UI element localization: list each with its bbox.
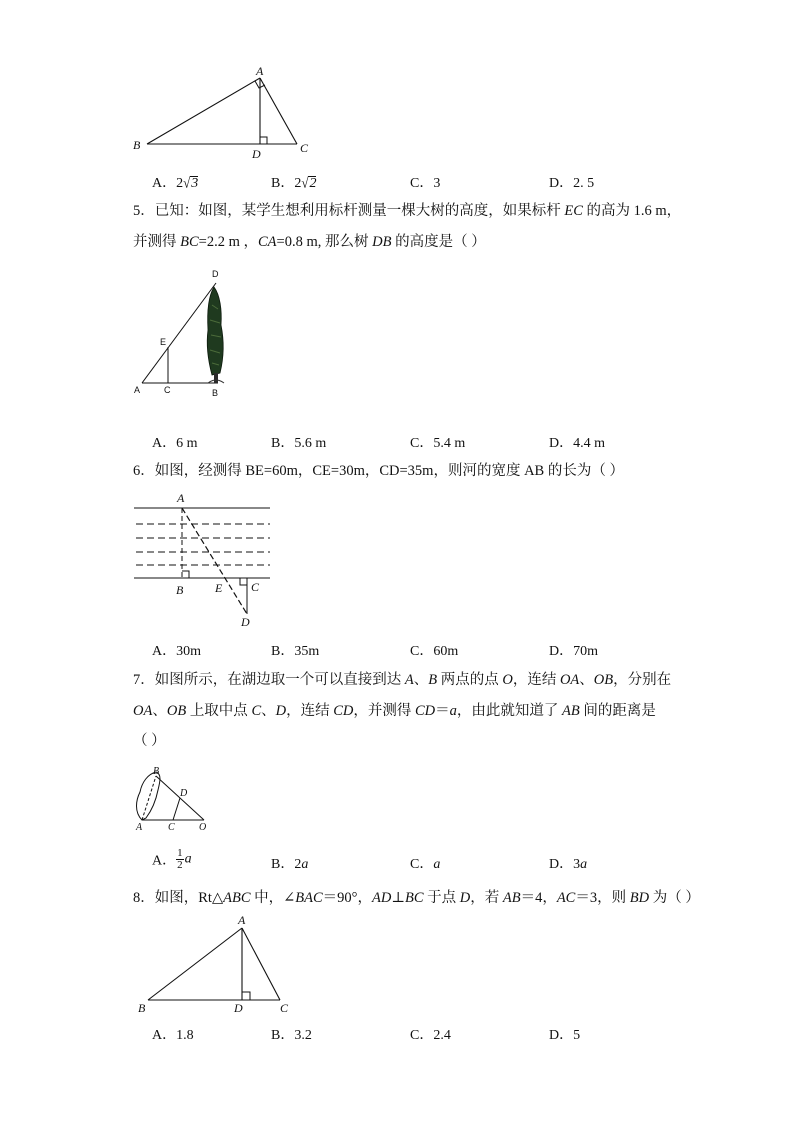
label-a: A — [256, 64, 264, 78]
label-b: B — [153, 766, 160, 777]
segment-ac — [242, 928, 280, 1000]
q6-river-figure — [130, 488, 275, 630]
q7-line-3: （ ） — [133, 733, 166, 749]
right-angle-mark-c — [240, 578, 247, 585]
label-a: A — [134, 385, 141, 395]
q8-option-c[interactable]: C．2.4 — [410, 1028, 451, 1043]
q8-question: 8．如图，Rt△ABC 中，∠BAC＝90°，AD⊥BC 于点 D，若 AB＝4，AC＝3，则 BD 为（ ） — [133, 890, 700, 906]
q6-option-b[interactable]: B．35m — [271, 644, 320, 659]
q5-line-1: 5．已知：如图，某学生想利用标杆测量一棵大树的高度，如果标杆 EC 的高为 1.6 m， — [133, 203, 682, 219]
q5-option-b[interactable]: B．5.6 m — [271, 436, 327, 451]
q6-option-d[interactable]: D．70m — [549, 644, 599, 659]
label-d: D — [234, 1001, 243, 1015]
q7-option-d[interactable]: D．3a — [549, 857, 588, 872]
q5-line-2: 并测得 BC=2.2 m ，CA=0.8 m, 那么树 DB 的高度是（ ） — [133, 234, 486, 250]
q6-option-c[interactable]: C．60m — [410, 644, 459, 659]
q7-lake-figure — [130, 764, 215, 832]
q5-option-d[interactable]: D．4.4 m — [549, 436, 606, 451]
label-c: C — [251, 580, 260, 594]
q4-option-c[interactable]: C．3 — [410, 176, 441, 191]
tree-icon — [207, 287, 224, 383]
label-b: B — [133, 138, 141, 152]
label-o: O — [199, 822, 207, 832]
right-angle-mark-b — [182, 571, 189, 578]
label-b: B — [138, 1001, 146, 1015]
label-e: E — [215, 581, 223, 595]
segment-ba — [147, 78, 260, 144]
label-d: D — [252, 147, 261, 160]
label-d: D — [180, 788, 188, 799]
q7-option-a[interactable]: A． $\frac{1}{2}$ a — [152, 847, 192, 871]
q5-option-a[interactable]: A．6 m — [152, 436, 198, 451]
label-c: C — [300, 141, 309, 155]
q8-option-d[interactable]: D．5 — [549, 1028, 581, 1043]
label-a: A — [238, 913, 246, 927]
q7-line-2: OA、OB 上取中点 C、D，连结 CD，并测得 CD＝a，由此就知道了 AB 间的距离是 — [133, 703, 656, 719]
label-b: B — [176, 583, 184, 597]
label-c: C — [168, 822, 175, 832]
label-d: D — [241, 615, 250, 629]
label-a: A — [136, 822, 143, 832]
segment-ba — [148, 928, 242, 1000]
label-c: C — [280, 1001, 289, 1015]
right-angle-mark-d — [260, 137, 267, 144]
q8-triangle-figure — [130, 912, 300, 1017]
q6-option-a[interactable]: A．30m — [152, 644, 202, 659]
segment-cd — [173, 798, 180, 820]
hypotenuse-ad — [142, 283, 216, 383]
q4-option-b[interactable]: B．2√2 — [271, 174, 317, 191]
label-e: E — [160, 337, 167, 347]
q5-tree-figure — [128, 265, 238, 400]
q5-option-c[interactable]: C．5.4 m — [410, 436, 466, 451]
label-b: B — [212, 388, 219, 398]
segment-ac — [260, 78, 297, 144]
q7-line-1: 7．如图所示，在湖边取一个可以直接到达 A、B 两点的点 O，连结 OA、OB，分别在 — [133, 672, 672, 688]
q4-option-d[interactable]: D．2. 5 — [549, 176, 595, 191]
q7-option-b[interactable]: B．2a — [271, 857, 309, 872]
label-c: C — [164, 385, 171, 395]
q8-option-a[interactable]: A．1.8 — [152, 1028, 194, 1043]
q7-option-c[interactable]: C．a — [410, 857, 441, 872]
q8-option-b[interactable]: B．3.2 — [271, 1028, 312, 1043]
q4-triangle-figure — [125, 60, 325, 160]
right-angle-mark-d — [242, 992, 250, 1000]
label-d: D — [212, 269, 219, 279]
lake-outline — [137, 772, 161, 820]
q4-option-a[interactable]: A．2√3 — [152, 174, 199, 191]
label-a: A — [177, 491, 185, 505]
q6-question: 6．如图，经测得 BE=60m，CE=30m，CD=35m，则河的宽度 AB 的长为（ ） — [133, 463, 624, 479]
